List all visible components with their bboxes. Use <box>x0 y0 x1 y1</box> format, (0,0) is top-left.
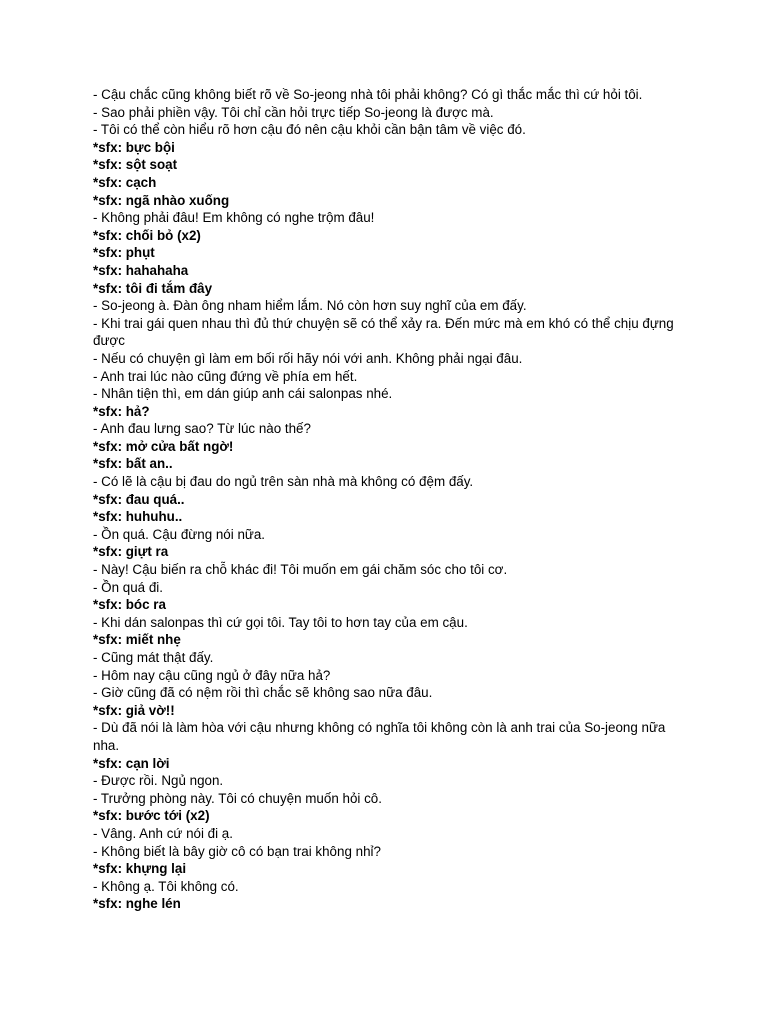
dialogue-line: - Anh đau lưng sao? Từ lúc nào thế? <box>93 421 311 437</box>
dialogue-line: - Trưởng phòng này. Tôi có chuyện muốn hỏi cô. <box>93 790 382 806</box>
dialogue-line: - Nhân tiện thì, em dán giúp anh cái salonpas nhé. <box>93 386 393 402</box>
sfx-line: *sfx: giả vờ!! <box>93 702 175 718</box>
dialogue-line: - Tôi có thể còn hiểu rõ hơn cậu đó nên cậu khỏi cần bận tâm về việc đó. <box>93 122 526 138</box>
sfx-line: *sfx: đau quá.. <box>93 491 185 507</box>
sfx-line: *sfx: khựng lại <box>93 861 187 877</box>
dialogue-line: - Sao phải phiền vậy. Tôi chỉ cần hỏi trực tiếp So-jeong là được mà. <box>93 104 494 120</box>
dialogue-line: - Được rồi. Ngủ ngon. <box>93 773 224 789</box>
sfx-line: *sfx: phụt <box>93 245 155 261</box>
dialogue-line: - Giờ cũng đã có nệm rồi thì chắc sẽ không sao nữa đâu. <box>93 685 433 701</box>
sfx-line: *sfx: ngã nhào xuống <box>93 192 230 208</box>
sfx-line: *sfx: cạn lời <box>93 755 170 771</box>
sfx-line: *sfx: bước tới (x2) <box>93 808 210 824</box>
sfx-line: *sfx: tôi đi tắm đây <box>93 280 213 296</box>
dialogue-line: - Khi trai gái quen nhau thì đủ thứ chuyện sẽ có thể xảy ra. Đến mức mà em khó có thể chịu đựng được <box>93 315 674 349</box>
dialogue-line: - Hôm nay cậu cũng ngủ ở đây nữa hả? <box>93 667 331 683</box>
sfx-line: *sfx: giựt ra <box>93 544 169 560</box>
sfx-line: *sfx: chối bỏ (x2) <box>93 227 201 243</box>
dialogue-line: - Cậu chắc cũng không biết rõ về So-jeong nhà tôi phải không? Có gì thắc mắc thì cứ hỏi tôi. <box>93 87 643 102</box>
dialogue-line: - Vâng. Anh cứ nói đi ạ. <box>93 825 233 841</box>
dialogue-line: - Không phải đâu! Em không có nghe trộm đâu! <box>93 210 375 226</box>
dialogue-line: - Không biết là bây giờ cô có bạn trai không nhỉ? <box>93 843 381 859</box>
dialogue-line: - Khi dán salonpas thì cứ gọi tôi. Tay tôi to hơn tay của em cậu. <box>93 614 468 630</box>
sfx-line: *sfx: nghe lén <box>93 896 181 912</box>
dialogue-line: - Ồn quá đi. <box>93 579 163 595</box>
dialogue-line: - So-jeong à. Đàn ông nham hiểm lắm. Nó còn hơn suy nghĩ của em đấy. <box>93 298 527 314</box>
sfx-line: *sfx: miết nhẹ <box>93 632 181 648</box>
dialogue-line: - Này! Cậu biến ra chỗ khác đi! Tôi muốn em gái chăm sóc cho tôi cơ. <box>93 562 508 578</box>
dialogue-line: - Có lẽ là cậu bị đau do ngủ trên sàn nhà mà không có đệm đấy. <box>93 474 474 490</box>
sfx-line: *sfx: bóc ra <box>93 597 166 613</box>
dialogue-line: - Cũng mát thật đấy. <box>93 650 214 665</box>
sfx-line: *sfx: sột soạt <box>93 157 178 173</box>
document-body <box>93 86 683 913</box>
dialogue-line: - Anh trai lúc nào cũng đứng về phía em hết. <box>93 368 358 384</box>
sfx-line: *sfx: bực bội <box>93 139 175 155</box>
dialogue-line: - Nếu có chuyện gì làm em bối rối hãy nói với anh. Không phải ngại đâu. <box>93 350 523 366</box>
dialogue-line: - Dù đã nói là làm hòa với cậu nhưng không có nghĩa tôi không còn là anh trai của So-jeong nữa nha. <box>93 720 666 753</box>
sfx-line: *sfx: bất an.. <box>93 456 173 472</box>
sfx-line: *sfx: hahahaha <box>93 262 189 278</box>
dialogue-line: - Không ạ. Tôi không có. <box>93 878 239 894</box>
sfx-line: *sfx: huhuhu.. <box>93 509 183 525</box>
dialogue-line: - Ồn quá. Cậu đừng nói nữa. <box>93 526 266 542</box>
sfx-line: *sfx: hả? <box>93 403 150 419</box>
sfx-line: *sfx: mở cửa bất ngờ! <box>93 438 234 454</box>
sfx-line: *sfx: cạch <box>93 174 157 190</box>
